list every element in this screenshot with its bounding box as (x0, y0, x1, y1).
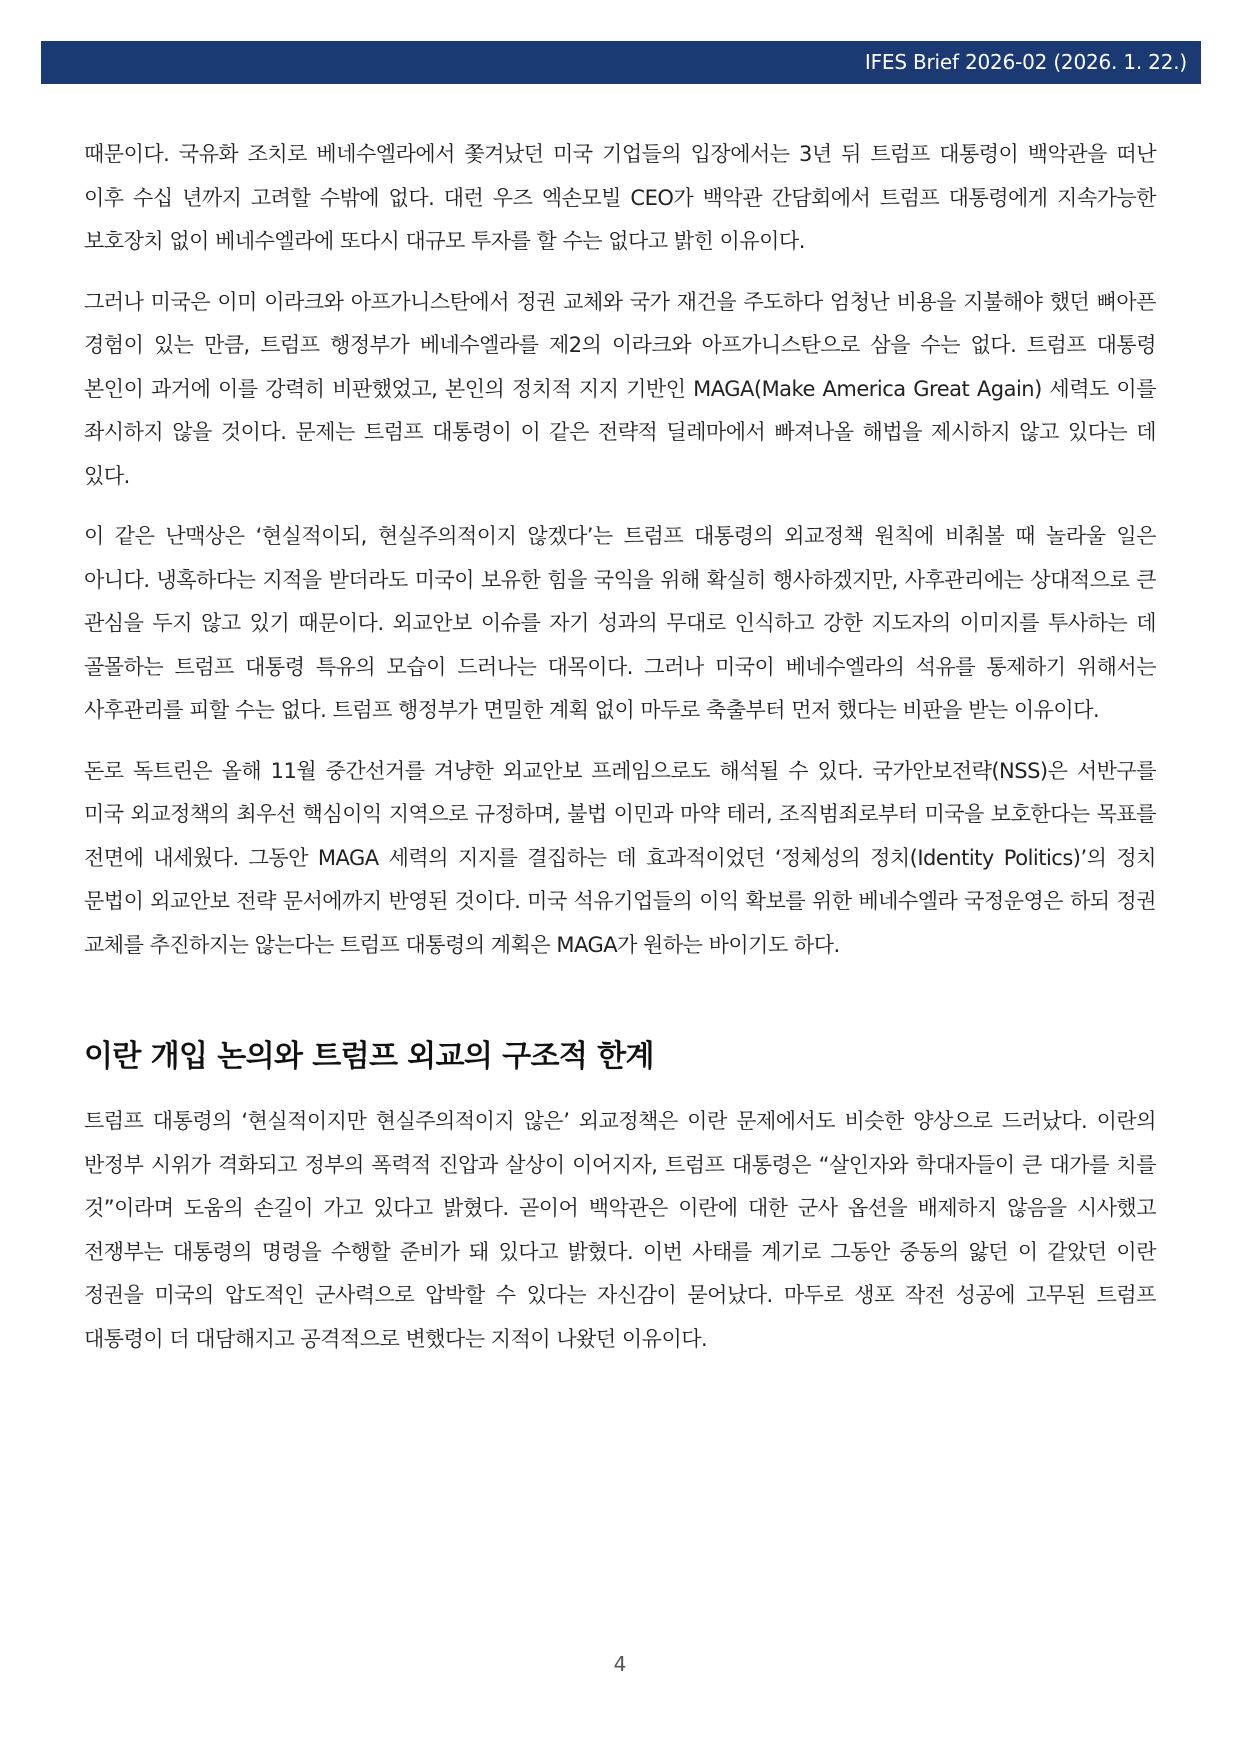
publication-label: IFES Brief 2026-02 (2026. 1. 22.) (864, 50, 1187, 74)
body-paragraph: 그러나 미국은 이미 이라크와 아프가니스탄에서 정권 교체와 국가 재건을 주도하다 엄청난 비용을 지불해야 했던 뼈아픈 경험이 있는 만큼, 트럼프 행정부가 베네수엘라를 제2의 이라크와 아프가니스탄으로 삼을 수는 없다. 트럼프 대통령 본인이 과거에 이를 강력히 비판했었고, 본인의 정치적 지지 기반인 MAGA(Make America Great Again) 세력도 이를 좌시하지 않을 것이다. 문제는 트럼프 대통령이 이 같은 전략적 딜레마에서 빠져나올 해법을 제시하지 않고 있다는 데 있다. (84, 289, 1156, 488)
body-paragraph: 돈로 독트린은 올해 11월 중간선거를 겨냥한 외교안보 프레임으로도 해석될 수 있다. 국가안보전략(NSS)은 서반구를 미국 외교정책의 최우선 핵심이익 지역으로 규정하며, 불법 이민과 마약 테러, 조직범죄로부터 미국을 보호한다는 목표를 전면에 내세웠다. 그동안 MAGA 세력의 지지를 결집하는 데 효과적이었던 ‘정체성의 정치(Identity Politics)’의 정치 문법이 외교안보 전략 문서에까지 반영된 것이다. 미국 석유기업들의 이익 확보를 위한 베네수엘라 국정운영은 하되 정권 교체를 추진하지는 않는다는 트럼프 대통령의 계획은 MAGA가 원하는 바이기도 하다. (84, 758, 1156, 957)
body-paragraph: 때문이다. 국유화 조치로 베네수엘라에서 쫓겨났던 미국 기업들의 입장에서는 3년 뒤 트럼프 대통령이 백악관을 떠난 이후 수십 년까지 고려할 수밖에 없다. 대런 우즈 엑손모빌 CEO가 백악관 간담회에서 트럼프 대통령에게 지속가능한 보호장치 없이 베네수엘라에 또다시 대규모 투자를 할 수는 없다고 밝힌 이유이다. (84, 142, 1156, 253)
body-paragraph: 트럼프 대통령의 ‘현실적이지만 현실주의적이지 않은’ 외교정책은 이란 문제에서도 비슷한 양상으로 드러났다. 이란의 반정부 시위가 격화되고 정부의 폭력적 진압과 살상이 이어지자, 트럼프 대통령은 “살인자와 학대자들이 큰 대가를 치를 것”이라며 도움의 손길이 가고 있다고 밝혔다. 곧이어 백악관은 이란에 대한 군사 옵션을 배제하지 않음을 시사했고 전쟁부는 대통령의 명령을 수행할 준비가 돼 있다고 밝혔다. 이번 사태를 계기로 그동안 중동의 앓던 이 같았던 이란 정권을 미국의 압도적인 군사력으로 압박할 수 있다는 자신감이 묻어났다. 마두로 생포 작전 성공에 고무된 트럼프 대통령이 더 대담해지고 공격적으로 변했다는 지적이 나왔던 이유이다. (84, 1109, 1156, 1351)
page-number: 4 (613, 1652, 627, 1676)
header-band (41, 41, 1201, 84)
section-heading: 이란 개입 논의와 트럼프 외교의 구조적 한계 (84, 1039, 654, 1074)
document-body (84, 133, 1156, 1378)
body-paragraph: 이 같은 난맥상은 ‘현실적이되, 현실주의적이지 않겠다’는 트럼프 대통령의 외교정책 원칙에 비춰볼 때 놀라울 일은 아니다. 냉혹하다는 지적을 받더라도 미국이 보유한 힘을 국익을 위해 확실히 행사하겠지만, 사후관리에는 상대적으로 큰 관심을 두지 않고 있기 때문이다. 외교안보 이슈를 자기 성과의 무대로 인식하고 강한 지도자의 이미지를 투사하는 데 골몰하는 트럼프 대통령 특유의 모습이 드러나는 대목이다. 그러나 미국이 베네수엘라의 석유를 통제하기 위해서는 사후관리를 피할 수는 없다. 트럼프 행정부가 면밀한 계획 없이 마두로 축출부터 먼저 했다는 비판을 받는 이유이다. (84, 524, 1156, 722)
